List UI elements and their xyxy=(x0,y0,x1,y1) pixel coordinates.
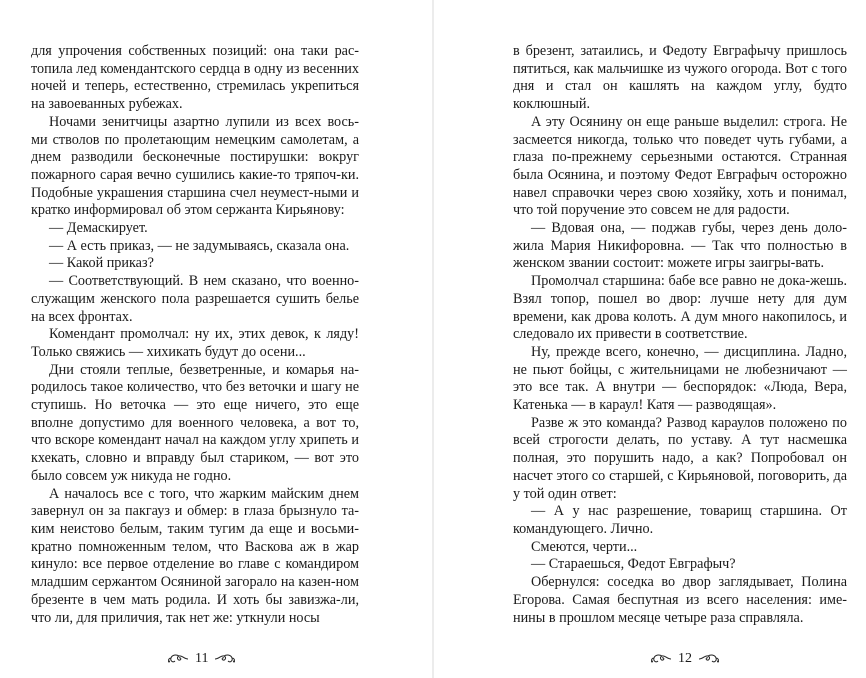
right-page xyxy=(433,0,866,678)
book-gutter xyxy=(432,0,434,678)
paragraph: — А у нас разрешение, товарищ старшина. От командующего. Лично. xyxy=(513,503,847,537)
paragraph: для упрочения собственных позиций: она таки рас-топила лед комендантского сердца в одну из весенних ночей и теперь, естественно, стремилась укрепиться на завоеванных рубежах. xyxy=(31,43,359,113)
page-footer xyxy=(650,650,720,668)
paragraph: — Стараешься, Федот Евграфыч? xyxy=(531,556,736,573)
ornament-left-icon xyxy=(167,653,189,665)
paragraph: Разве ж это команда? Развод караулов положено по всей строгости делать, по уставу. А тут насмешка полная, это порушить надо, а как? Попробовал он насчет этого со старшей, с Кирьяновой, поговорить, да у той один ответ: xyxy=(513,414,847,502)
paragraph: — Вдовая она, — поджав губы, через день доло-жила Мария Никифоровна. — Так что полностью в женском звании состоит: можете игры заигры-вать. xyxy=(513,220,847,272)
paragraph: Обернулся: соседка во двор заглядывает, Полина Егорова. Самая беспутная из всего населения: име-нины в прошлом месяце четыре раза справляла. xyxy=(513,574,847,626)
paragraph: Промолчал старшина: бабе все равно не дока-жешь. Взял топор, пошел во двор: лучше нету для дум времени, как дрова колоть. А дум много накопилось, и следовало их привести в соответствие. xyxy=(513,273,847,343)
page-number: 12 xyxy=(678,651,692,666)
paragraph: А эту Осянину он еще раньше выделил: строга. Не засмеется никогда, только что поведет чуть губами, а глаза по-прежнему серьезными остаются. Странная была Осянина, и поэтому Федот Евграфыч осторожно навел справочки через свою хозяйку, хоть и понимал, что той поручение это совсем не для радости. xyxy=(513,113,847,219)
page-footer xyxy=(167,650,236,668)
left-page-text xyxy=(31,43,359,627)
ornament-left-icon xyxy=(650,653,672,665)
paragraph: Комендант промолчал: ну их, этих девок, к ляду! Только свяжись — хихикать будут до осени... xyxy=(31,326,359,360)
paragraph: — Какой приказ? xyxy=(49,255,154,272)
paragraph: А началось все с того, что жарким майским днем завернул он за пакгауз и обмер: в глаза брызнуло та-ким неистово белым, таким тугим да еще и восьми-кратно помноженным телом, что Васкова аж в жар кинуло: все первое отделение во главе с командиром младшим сержантом Осяниной загорало на казен-ном брезенте в чем мать родила. И хоть бы завизжа-ли, что ли, для приличия, так нет же: уткнули носы xyxy=(31,485,359,626)
ornament-right-icon xyxy=(214,653,236,665)
paragraph: в брезент, затаились, и Федоту Евграфычу пришлось пятиться, как мальчишке из чужого огорода. Вот с того дня и стал он кашлять на каждом углу, будто коклюшный. xyxy=(513,43,847,113)
paragraph: — Демаскирует. xyxy=(49,220,148,237)
paragraph: Ну, прежде всего, конечно, — дисциплина. Ладно, не пьют бойцы, с жительницами не любезничают — это все так. А внутри — беспорядок: «Люда, Вера, Катенька — в караул! Катя — разводящая». xyxy=(513,343,847,414)
paragraph: Ночами зенитчицы азартно лупили из всех вось-ми стволов по пролетающим немецким самолетам, а днем разводили бесконечные постирушки: вокруг пожарного сарая вечно сушились какие-то тряпоч-ки. Подобные украшения старшина счел неумест-ными и кратко информировал об этом сержанта Кирьянову: xyxy=(31,113,359,219)
paragraph: — А есть приказ, — не задумываясь, сказала она. xyxy=(49,237,350,254)
ornament-right-icon xyxy=(698,653,720,665)
paragraph: Дни стояли теплые, безветренные, и комарья на-родилось такое количество, что без веточки и шагу не ступишь. Но веточка — это еще ничего, это еще вполне допустимо для военного человека, а вот то, что вскоре комендант начал на каждом углу хрипеть и кхекать, словно и вправду был стариком, — вот это было совсем уж никуда не годно. xyxy=(31,361,359,484)
paragraph: — Соответствующий. В нем сказано, что военно-служащим женского пола разрешается сушить белье на всех фронтах. xyxy=(31,273,359,325)
right-page-text xyxy=(513,43,847,627)
paragraph: Смеются, черти... xyxy=(531,538,638,555)
page-number: 11 xyxy=(195,651,209,666)
